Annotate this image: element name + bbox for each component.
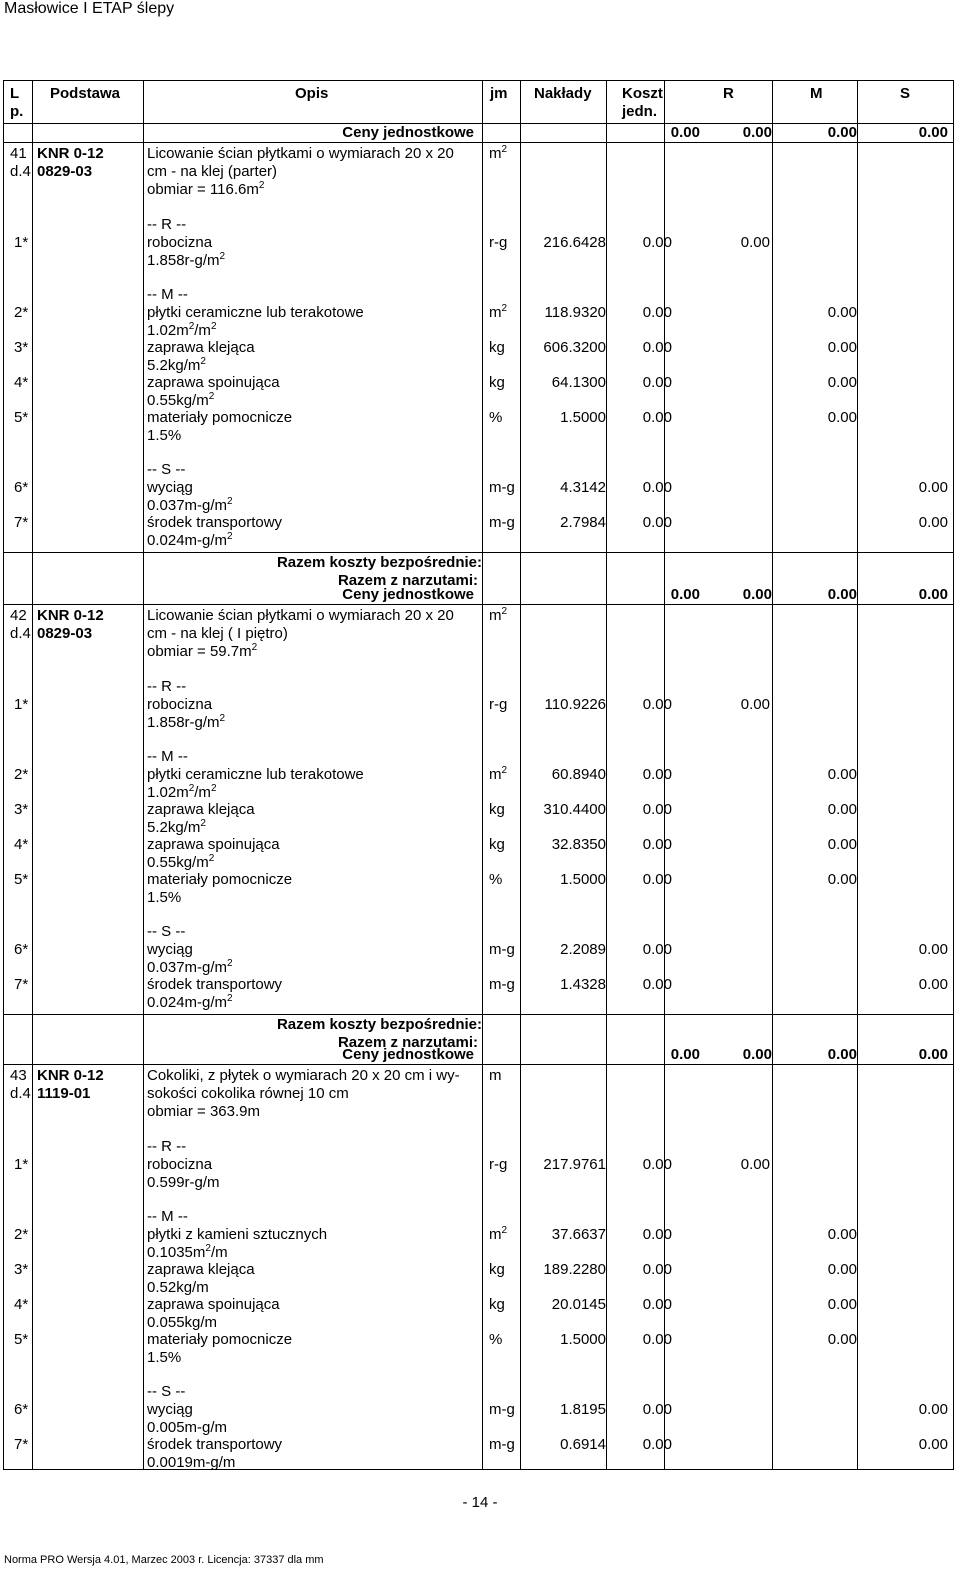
item-norm: 0.005m-g/m: [147, 1419, 228, 1436]
table-column-rule: [857, 80, 858, 1470]
item-number: 1*: [14, 234, 29, 251]
item-norm: 1.5%: [147, 889, 182, 906]
item-number: 2*: [14, 766, 29, 783]
ceny-value: 0.00: [670, 1046, 700, 1063]
item-name: środek transportowy: [147, 976, 283, 993]
item-number: 7*: [14, 976, 29, 993]
item-m-value: 0.00: [827, 1296, 857, 1313]
item-unit-price: 0.00: [642, 871, 672, 888]
item-norm: 0.055kg/m: [147, 1314, 218, 1331]
item-name: płytki z kamieni sztucznych: [147, 1226, 328, 1243]
item-number: 3*: [14, 801, 29, 818]
item-unit: m-g: [489, 514, 515, 531]
item-m-value: 0.00: [827, 409, 857, 426]
item-unit: m-g: [489, 941, 515, 958]
position-number: 41 d.4: [10, 145, 31, 180]
item-unit: %: [489, 409, 503, 426]
item-quantity: 216.6428: [543, 234, 606, 251]
razem-koszty-bezposrednie: Razem koszty bezpośrednie:: [276, 1016, 482, 1033]
item-norm: $5.2kg/m^2$: [147, 818, 206, 836]
item-quantity: 606.3200: [543, 339, 606, 356]
header-koszt: Koszt jedn.: [622, 85, 663, 120]
section-m-header: -- M --: [147, 748, 188, 765]
item-unit: m-g: [489, 479, 515, 496]
item-m-value: 0.00: [827, 1226, 857, 1243]
item-norm: 1.5%: [147, 427, 182, 444]
item-unit: kg: [489, 1261, 505, 1278]
item-norm: $1.02m^2/m^2$: [147, 321, 217, 339]
item-unit-price: 0.00: [642, 1436, 672, 1453]
section-r-header: -- R --: [147, 1138, 187, 1155]
item-r-value: 0.00: [740, 234, 770, 251]
item-unit-price: 0.00: [642, 514, 672, 531]
item-name: zaprawa spoinująca: [147, 374, 280, 391]
item-name: zaprawa klejąca: [147, 339, 255, 356]
table-column-rule: [772, 80, 773, 1470]
item-norm: $0.55kg/m^2$: [147, 391, 215, 409]
razem-z-narzutami: Razem z narzutami:: [337, 572, 478, 589]
razem-z-narzutami: Razem z narzutami:: [337, 1034, 478, 1051]
item-unit: r-g: [489, 234, 508, 251]
ceny-jednostkowe-label: Ceny jednostkowe: [342, 124, 474, 141]
ceny-value: 0.00: [670, 586, 700, 603]
table-column-rule: [664, 80, 665, 1470]
position-basis: KNR 0-12 0829-03: [37, 607, 104, 642]
item-unit-price: 0.00: [642, 339, 672, 356]
item-quantity: 64.1300: [551, 374, 606, 391]
item-quantity: 2.2089: [560, 941, 606, 958]
header-podstawa: Podstawa: [50, 85, 121, 102]
item-quantity: 60.8940: [551, 766, 606, 783]
item-unit-price: 0.00: [642, 234, 672, 251]
item-norm: $1.02m^2/m^2$: [147, 783, 217, 801]
item-quantity: 217.9761: [543, 1156, 606, 1173]
section-r-header: -- R --: [147, 678, 187, 695]
item-s-value: 0.00: [918, 514, 948, 531]
item-quantity: 1.5000: [560, 1331, 606, 1348]
item-unit: $m^2$: [489, 303, 508, 321]
item-unit-price: 0.00: [642, 1331, 672, 1348]
table-rule: [3, 552, 953, 553]
item-number: 7*: [14, 514, 29, 531]
table-rule: [3, 123, 953, 124]
page-number: - 14 -: [462, 1494, 498, 1511]
section-m-header: -- M --: [147, 1208, 188, 1225]
item-m-value: 0.00: [827, 801, 857, 818]
position-description: Licowanie ścian płytkami o wymiarach 20 x 20 cm - na klej ( I piętro) obmiar = $59.7m^2$: [147, 607, 454, 660]
item-number: 3*: [14, 1261, 29, 1278]
item-unit-price: 0.00: [642, 766, 672, 783]
item-quantity: 37.6637: [551, 1226, 606, 1243]
item-name: materiały pomocnicze: [147, 409, 293, 426]
item-unit-price: 0.00: [642, 409, 672, 426]
item-s-value: 0.00: [918, 976, 948, 993]
item-unit: r-g: [489, 1156, 508, 1173]
item-unit: r-g: [489, 696, 508, 713]
item-norm: $0.1035m^2/m$: [147, 1243, 228, 1261]
ceny-value: 0.00: [827, 1046, 857, 1063]
item-name: zaprawa spoinująca: [147, 836, 280, 853]
item-number: 7*: [14, 1436, 29, 1453]
item-norm: $0.037m-g/m^2$: [147, 496, 233, 514]
item-m-value: 0.00: [827, 871, 857, 888]
item-name: środek transportowy: [147, 1436, 283, 1453]
item-unit-price: 0.00: [642, 836, 672, 853]
ceny-jednostkowe-label: Ceny jednostkowe: [342, 586, 474, 603]
item-name: robocizna: [147, 696, 213, 713]
item-m-value: 0.00: [827, 374, 857, 391]
item-unit-price: 0.00: [642, 976, 672, 993]
position-basis: KNR 0-12 0829-03: [37, 145, 104, 180]
razem-koszty-bezposrednie: Razem koszty bezpośrednie:: [276, 554, 482, 571]
item-quantity: 1.5000: [560, 409, 606, 426]
item-unit-price: 0.00: [642, 941, 672, 958]
item-quantity: 4.3142: [560, 479, 606, 496]
item-unit: kg: [489, 801, 505, 818]
item-quantity: 0.6914: [560, 1436, 606, 1453]
item-name: materiały pomocnicze: [147, 871, 293, 888]
item-m-value: 0.00: [827, 1261, 857, 1278]
table-column-rule: [143, 80, 144, 1470]
item-unit: kg: [489, 374, 505, 391]
ceny-value: 0.00: [827, 124, 857, 141]
table-rule: [3, 1014, 953, 1015]
table-rule: [3, 1064, 953, 1065]
ceny-value: 0.00: [827, 586, 857, 603]
item-quantity: 310.4400: [543, 801, 606, 818]
section-s-header: -- S --: [147, 923, 186, 940]
item-norm: 0.52kg/m: [147, 1279, 209, 1296]
item-name: materiały pomocnicze: [147, 1331, 293, 1348]
item-number: 6*: [14, 1401, 29, 1418]
header-naklady: Nakłady: [534, 85, 592, 102]
item-unit-price: 0.00: [642, 1156, 672, 1173]
table-column-rule: [32, 80, 33, 1470]
item-norm: $5.2kg/m^2$: [147, 356, 206, 374]
item-number: 5*: [14, 871, 29, 888]
item-unit: %: [489, 1331, 503, 1348]
header-s: S: [900, 85, 911, 102]
item-s-value: 0.00: [918, 1401, 948, 1418]
table-column-rule: [606, 80, 607, 1470]
item-quantity: 1.8195: [560, 1401, 606, 1418]
item-unit: kg: [489, 339, 505, 356]
item-unit: kg: [489, 836, 505, 853]
section-s-header: -- S --: [147, 1383, 186, 1400]
item-number: 6*: [14, 479, 29, 496]
ceny-value: 0.00: [742, 124, 772, 141]
item-unit-price: 0.00: [642, 1401, 672, 1418]
position-basis: KNR 0-12 1119-01: [37, 1067, 104, 1102]
item-quantity: 1.5000: [560, 871, 606, 888]
item-number: 2*: [14, 1226, 29, 1243]
header-lp: L p.: [10, 85, 24, 120]
item-unit-price: 0.00: [642, 1296, 672, 1313]
item-unit-price: 0.00: [642, 696, 672, 713]
item-number: 3*: [14, 339, 29, 356]
item-unit-price: 0.00: [642, 374, 672, 391]
item-unit-price: 0.00: [642, 304, 672, 321]
position-number: 42 d.4: [10, 607, 31, 642]
item-number: 2*: [14, 304, 29, 321]
item-unit-price: 0.00: [642, 801, 672, 818]
item-quantity: 189.2280: [543, 1261, 606, 1278]
item-quantity: 110.9226: [544, 696, 606, 713]
item-number: 4*: [14, 1296, 29, 1313]
item-name: zaprawa klejąca: [147, 1261, 255, 1278]
position-unit: m: [489, 1067, 502, 1084]
item-unit: m-g: [489, 976, 515, 993]
item-number: 5*: [14, 409, 29, 426]
item-m-value: 0.00: [827, 1331, 857, 1348]
item-r-value: 0.00: [740, 1156, 770, 1173]
item-quantity: 1.4328: [560, 976, 606, 993]
item-name: zaprawa klejąca: [147, 801, 255, 818]
item-name: wyciąg: [147, 479, 193, 496]
ceny-value: 0.00: [918, 586, 948, 603]
item-norm: 0.0019m-g/m: [147, 1454, 236, 1471]
position-unit: $m^2$: [489, 144, 508, 162]
header-m: M: [810, 85, 823, 102]
item-number: 4*: [14, 836, 29, 853]
item-number: 1*: [14, 696, 29, 713]
item-norm: $0.024m-g/m^2$: [147, 993, 233, 1011]
header-opis: Opis: [295, 85, 329, 102]
item-unit-price: 0.00: [642, 479, 672, 496]
position-number: 43 d.4: [10, 1067, 31, 1102]
table-rule: [3, 604, 953, 605]
item-name: środek transportowy: [147, 514, 283, 531]
item-number: 5*: [14, 1331, 29, 1348]
table-rule: [3, 80, 953, 81]
item-s-value: 0.00: [918, 1436, 948, 1453]
ceny-value: 0.00: [742, 1046, 772, 1063]
table-column-rule: [3, 80, 4, 1470]
item-unit: m-g: [489, 1401, 515, 1418]
position-unit: $m^2$: [489, 606, 508, 624]
section-r-header: -- R --: [147, 216, 187, 233]
ceny-jednostkowe-label: Ceny jednostkowe: [342, 1046, 474, 1063]
item-s-value: 0.00: [918, 479, 948, 496]
item-unit: m-g: [489, 1436, 515, 1453]
item-norm: 0.599r-g/m: [147, 1174, 220, 1191]
ceny-value: 0.00: [918, 124, 948, 141]
position-description: Cokoliki, z płytek o wymiarach 20 x 20 cm i wy- sokości cokolika równej 10 cm obmiar = 363.9m: [147, 1067, 460, 1120]
header-jm: jm: [490, 85, 508, 102]
ceny-value: 0.00: [918, 1046, 948, 1063]
table-rule: [3, 142, 953, 143]
item-quantity: 118.9320: [544, 304, 606, 321]
item-unit-price: 0.00: [642, 1261, 672, 1278]
item-number: 4*: [14, 374, 29, 391]
item-name: robocizna: [147, 234, 213, 251]
header-r: R: [723, 85, 734, 102]
item-norm: $1.858r-g/m^2$: [147, 713, 226, 731]
table-rule: [3, 1469, 953, 1470]
item-unit: %: [489, 871, 503, 888]
item-number: 1*: [14, 1156, 29, 1173]
table-column-rule: [953, 80, 954, 1470]
ceny-value: 0.00: [670, 124, 700, 141]
item-quantity: 2.7984: [560, 514, 606, 531]
item-norm: $0.037m-g/m^2$: [147, 958, 233, 976]
item-m-value: 0.00: [827, 836, 857, 853]
footer-license: Norma PRO Wersja 4.01, Marzec 2003 r. Licencja: 37337 dla mm: [4, 1554, 324, 1566]
ceny-value: 0.00: [742, 586, 772, 603]
item-unit: kg: [489, 1296, 505, 1313]
item-m-value: 0.00: [827, 766, 857, 783]
position-description: Licowanie ścian płytkami o wymiarach 20 x 20 cm - na klej (parter) obmiar = $116.6m^2$: [147, 145, 454, 198]
item-m-value: 0.00: [827, 339, 857, 356]
item-norm: 1.5%: [147, 1349, 182, 1366]
table-column-rule: [520, 80, 521, 1470]
section-s-header: -- S --: [147, 461, 186, 478]
item-number: 6*: [14, 941, 29, 958]
item-s-value: 0.00: [918, 941, 948, 958]
item-norm: $0.024m-g/m^2$: [147, 531, 233, 549]
section-m-header: -- M --: [147, 286, 188, 303]
item-quantity: 32.8350: [551, 836, 606, 853]
item-norm: $1.858r-g/m^2$: [147, 251, 226, 269]
item-name: zaprawa spoinująca: [147, 1296, 280, 1313]
item-m-value: 0.00: [827, 304, 857, 321]
item-name: robocizna: [147, 1156, 213, 1173]
item-r-value: 0.00: [740, 696, 770, 713]
item-name: wyciąg: [147, 1401, 193, 1418]
document-title: Masłowice I ETAP ślepy: [4, 0, 175, 17]
item-name: wyciąg: [147, 941, 193, 958]
item-quantity: 20.0145: [551, 1296, 606, 1313]
item-unit-price: 0.00: [642, 1226, 672, 1243]
item-unit: $m^2$: [489, 1225, 508, 1243]
table-column-rule: [482, 80, 483, 1470]
item-norm: $0.55kg/m^2$: [147, 853, 215, 871]
item-name: płytki ceramiczne lub terakotowe: [147, 766, 364, 783]
item-name: płytki ceramiczne lub terakotowe: [147, 304, 364, 321]
item-unit: $m^2$: [489, 765, 508, 783]
